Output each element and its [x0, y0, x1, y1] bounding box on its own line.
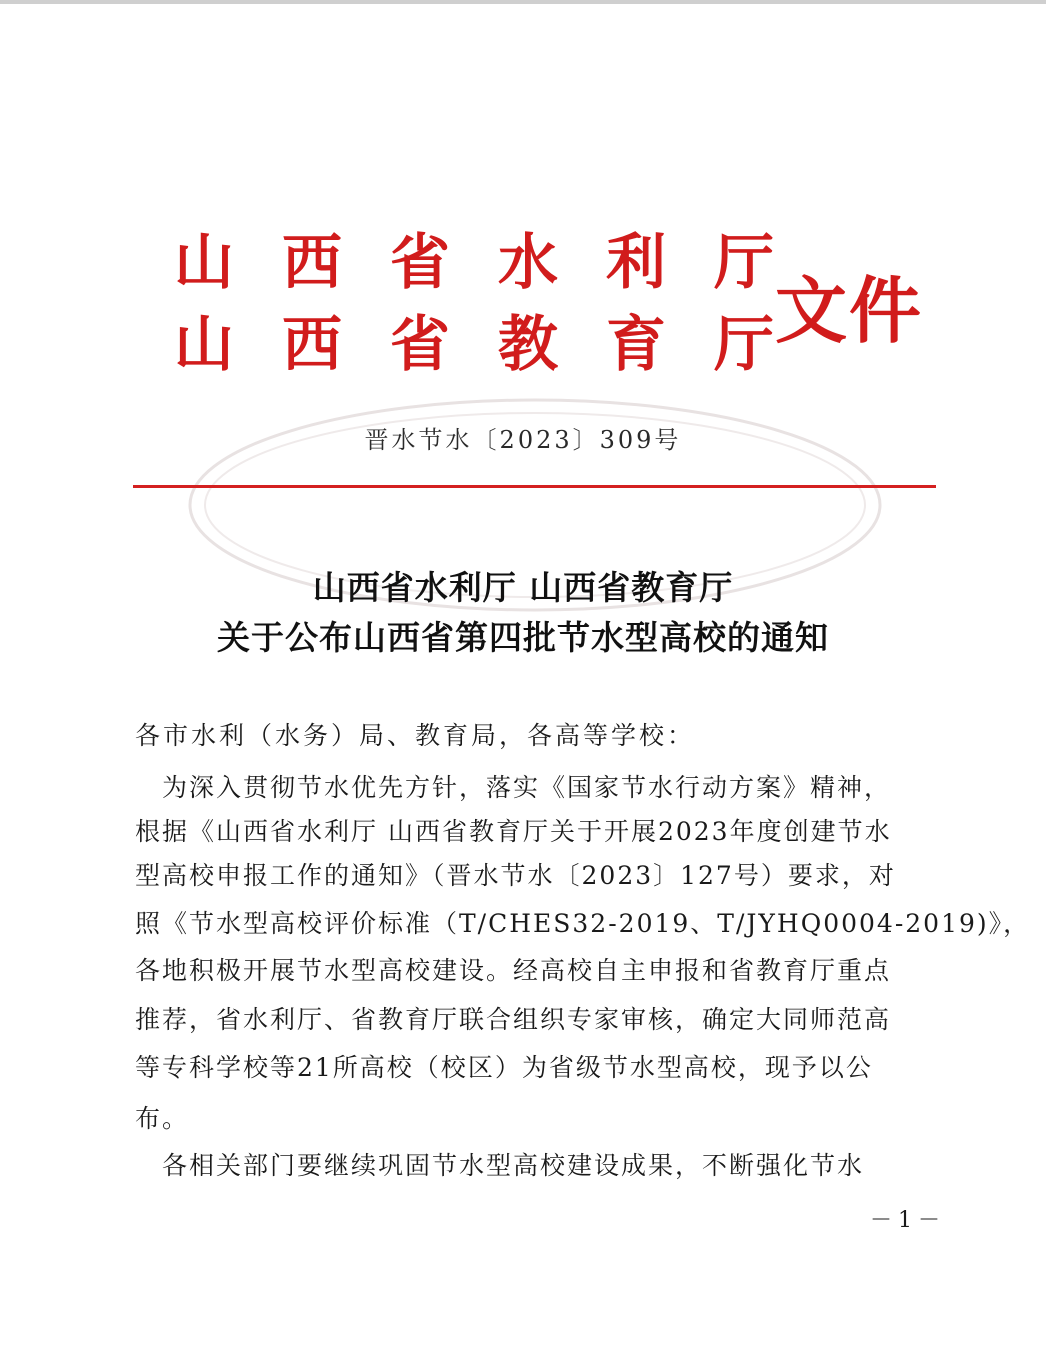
- header-char: 西: [282, 310, 342, 380]
- scan-top-edge: [0, 0, 1046, 4]
- header-char: 育: [606, 310, 666, 380]
- body-line: 布。: [135, 1104, 190, 1133]
- body-line: 各地积极开展节水型高校建设。经高校自主申报和省教育厅重点: [135, 956, 892, 985]
- issuer-header: [150, 215, 950, 380]
- page-number: －1－: [870, 1208, 946, 1233]
- body-line: 推荐，省水利厅、省教育厅联合组织专家审核，确定大同师范高: [135, 1005, 892, 1034]
- issuer-water-resources-dept: [150, 215, 798, 298]
- salutation: 各市水利（水务）局、教育局，各高等学校：: [135, 721, 696, 750]
- body-line: 照《节水型高校评价标准（T/CHES32-2019、T/JYHQ0004-2019)》，: [135, 909, 1031, 938]
- notice-title-line-2: 关于公布山西省第四批节水型高校的通知: [217, 618, 829, 657]
- body-line: 型高校申报工作的通知》（晋水节水〔2023〕127号）要求，对: [135, 861, 896, 890]
- header-char: 省: [390, 228, 450, 298]
- document-label: 文件: [775, 268, 924, 353]
- header-char: 利: [606, 228, 666, 298]
- header-char: 水: [498, 228, 558, 298]
- header-char: 省: [390, 310, 450, 380]
- header-char: 山: [174, 310, 234, 380]
- header-char: 教: [498, 310, 558, 380]
- body-line: 等专科学校等21所高校（校区）为省级节水型高校，现予以公: [135, 1053, 873, 1082]
- issuer-education-dept: [150, 297, 798, 380]
- header-char: 厅: [714, 228, 774, 298]
- red-divider-line: [133, 485, 936, 488]
- header-char: 山: [174, 228, 234, 298]
- document-number: 晋水节水〔2023〕309号: [364, 426, 682, 454]
- body-line: 为深入贯彻节水优先方针，落实《国家节水行动方案》精神，: [135, 773, 892, 802]
- notice-title-line-1: 山西省水利厅 山西省教育厅: [312, 568, 734, 607]
- header-char: 厅: [714, 310, 774, 380]
- body-line: 各相关部门要继续巩固节水型高校建设成果，不断强化节水: [135, 1151, 865, 1180]
- header-char: 西: [282, 228, 342, 298]
- body-line: 根据《山西省水利厅 山西省教育厅关于开展2023年度创建节水: [135, 817, 892, 846]
